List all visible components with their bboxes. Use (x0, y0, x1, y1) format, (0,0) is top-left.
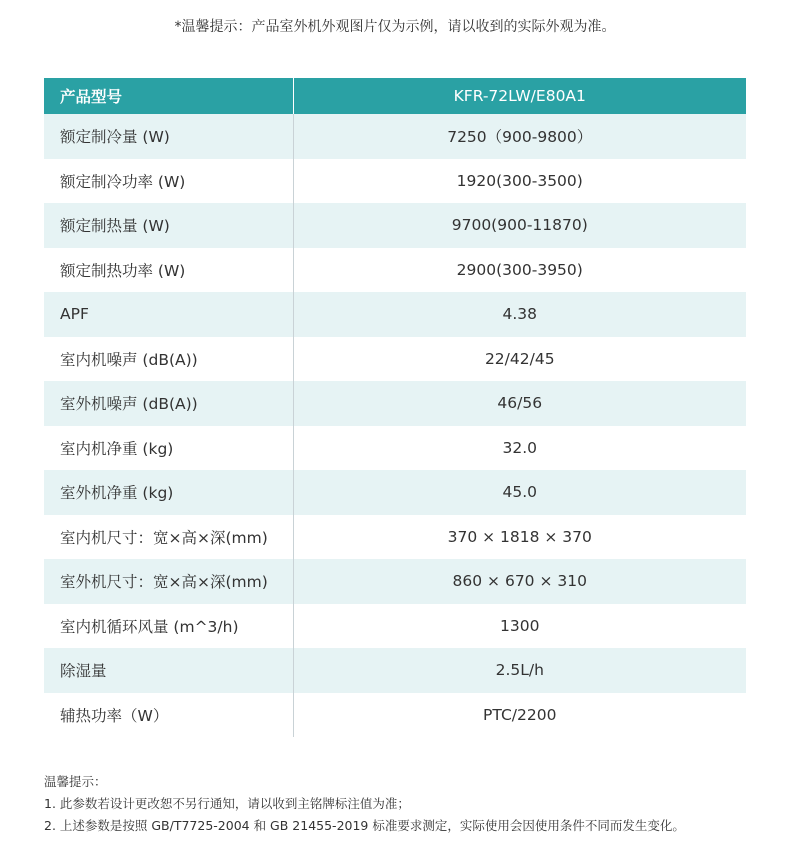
table-row (44, 648, 746, 693)
table-row (44, 559, 746, 604)
table-row (44, 159, 746, 204)
row-label: 室外机尺寸：宽×高×深(mm) (44, 559, 293, 604)
row-value: 2.5L/h (293, 648, 746, 693)
row-label: 室内机净重 (kg) (44, 426, 293, 471)
row-label: 辅热功率（W） (44, 693, 293, 738)
row-value: 2900(300-3950) (293, 248, 746, 293)
table-row (44, 203, 746, 248)
table-row (44, 515, 746, 560)
footer-notes (44, 771, 754, 837)
row-label: 室外机噪声 (dB(A)) (44, 381, 293, 426)
table-row (44, 693, 746, 738)
row-label: 室内机噪声 (dB(A)) (44, 337, 293, 382)
table-row (44, 381, 746, 426)
row-value: 9700(900-11870) (293, 203, 746, 248)
header-value: KFR-72LW/E80A1 (293, 78, 746, 114)
row-value: 1300 (293, 604, 746, 649)
table-row (44, 337, 746, 382)
table-row (44, 426, 746, 471)
row-value: 370 × 1818 × 370 (293, 515, 746, 560)
row-value: 7250（900-9800） (293, 114, 746, 159)
row-label: 室外机净重 (kg) (44, 470, 293, 515)
row-label: 室内机尺寸：宽×高×深(mm) (44, 515, 293, 560)
footer-title: 温馨提示： (44, 774, 107, 789)
header-label: 产品型号 (44, 78, 293, 114)
row-value: 1920(300-3500) (293, 159, 746, 204)
row-label: 室内机循环风量 (m^3/h) (44, 604, 293, 649)
table-row (44, 292, 746, 337)
top-notice: *温馨提示：产品室外机外观图片仅为示例，请以收到的实际外观为准。 (174, 19, 616, 35)
row-label: APF (44, 292, 293, 337)
table-row (44, 114, 746, 159)
row-value: 46/56 (293, 381, 746, 426)
row-label: 额定制热量 (W) (44, 203, 293, 248)
spec-table (44, 78, 746, 737)
row-label: 额定制冷功率 (W) (44, 159, 293, 204)
row-label: 额定制热功率 (W) (44, 248, 293, 293)
row-value: PTC/2200 (293, 693, 746, 738)
row-label: 额定制冷量 (W) (44, 114, 293, 159)
table-header-row (44, 78, 746, 114)
row-value: 22/42/45 (293, 337, 746, 382)
row-value: 860 × 670 × 310 (293, 559, 746, 604)
footer-note: 1. 此参数若设计更改恕不另行通知，请以收到主铭牌标注值为准； (44, 796, 410, 811)
table-row (44, 604, 746, 649)
table-row (44, 248, 746, 293)
table-row (44, 470, 746, 515)
row-value: 45.0 (293, 470, 746, 515)
row-label: 除湿量 (44, 648, 293, 693)
footer-note: 2. 上述参数是按照 GB/T7725-2004 和 GB 21455-2019 标准要求测定，实际使用会因使用条件不同而发生变化。 (44, 818, 685, 833)
row-value: 4.38 (293, 292, 746, 337)
row-value: 32.0 (293, 426, 746, 471)
